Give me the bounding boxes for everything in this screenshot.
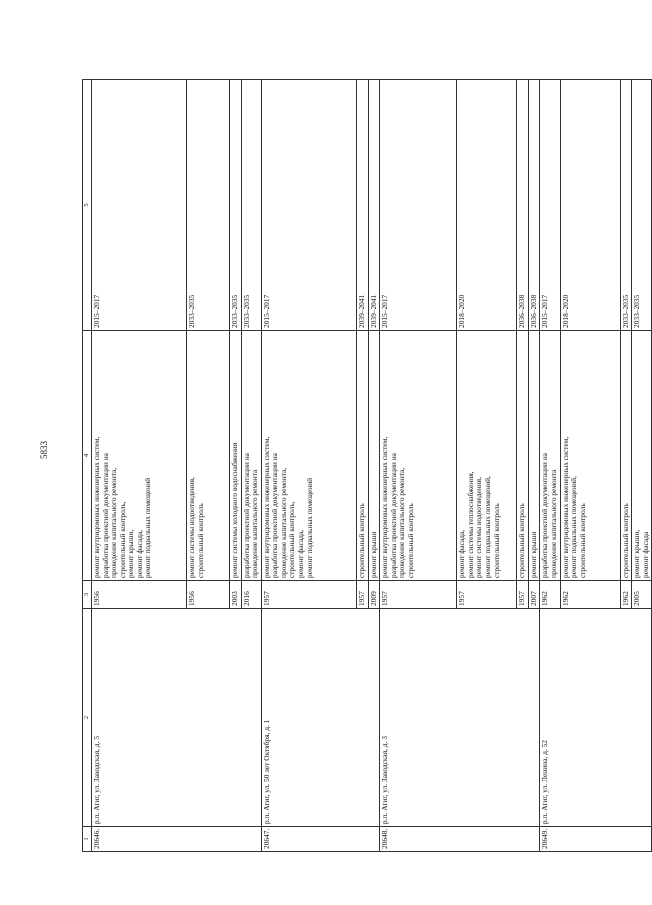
works-cell xyxy=(241,331,261,581)
rotated-page-content xyxy=(82,80,650,852)
record-number: 20646. xyxy=(92,827,262,852)
work-item: ремонт системы теплоснабжения, xyxy=(465,471,475,578)
record-number: 20649. xyxy=(540,827,652,852)
works-cell xyxy=(230,331,242,581)
work-item: ремонт подвальных помещений xyxy=(304,477,314,578)
period-cell: 2033–2035 xyxy=(187,80,230,331)
column-number: 1 xyxy=(83,827,92,852)
year-cell: 2007 xyxy=(528,581,540,609)
work-item: ремонт внутридомовых инженерных систем, xyxy=(560,436,570,578)
year-cell: 1957 xyxy=(261,581,356,609)
work-item: строительный контроль, xyxy=(117,501,127,578)
page-number: 5833 xyxy=(39,441,49,459)
works-cell xyxy=(632,331,652,581)
work-item: строительный контроль xyxy=(195,503,205,578)
record-number: 20647. xyxy=(261,827,380,852)
column-number: 4 xyxy=(83,331,92,581)
works-cell xyxy=(356,331,368,581)
work-item: ремонт внутридомовых инженерных систем, xyxy=(380,436,390,578)
work-item: ремонт крыши xyxy=(528,531,538,578)
work-item: разработка проектной документации на xyxy=(241,453,251,578)
column-number: 3 xyxy=(83,581,92,609)
column-number-row xyxy=(83,80,92,852)
work-item: ремонт внутридомовых инженерных систем, xyxy=(92,436,101,578)
works-cell xyxy=(368,331,380,581)
building-address: р.п. Атиг, ул. 50 лет Октября, д. 1 xyxy=(261,609,380,827)
work-item: ремонт системы водоотведения, xyxy=(474,477,484,578)
period-cell: 2033–2035 xyxy=(632,80,652,331)
period-cell: 2015–2017 xyxy=(92,80,187,331)
works-cell xyxy=(457,331,517,581)
year-cell: 1956 xyxy=(187,581,230,609)
building-address: р.п. Атиг, ул. Заводская, д. 3 xyxy=(380,609,540,827)
work-item: строительный контроль xyxy=(577,503,587,578)
period-cell: 2033–2035 xyxy=(230,80,242,331)
work-item: проведение капитального ремонта xyxy=(549,469,559,578)
column-number: 5 xyxy=(83,80,92,331)
table-row xyxy=(380,80,457,852)
work-item: проведение капитального ремонта, xyxy=(397,467,407,578)
period-cell: 2036–2038 xyxy=(517,80,529,331)
works-cell xyxy=(560,331,620,581)
table-row xyxy=(92,80,187,852)
building-address: р.п. Атиг, ул. Заводская, д. 5 xyxy=(92,609,262,827)
work-item: ремонт подвальных помещений, xyxy=(483,476,493,578)
work-item: ремонт фасада, xyxy=(296,530,306,578)
works-cell xyxy=(620,331,632,581)
works-cell xyxy=(261,331,356,581)
work-item: ремонт крыши, xyxy=(632,529,642,578)
work-item: проведение капитального ремонта xyxy=(250,469,260,578)
period-cell: 2033–2035 xyxy=(620,80,632,331)
period-cell: 2039–2041 xyxy=(368,80,380,331)
work-item: разработка проектной документации на xyxy=(100,453,110,578)
work-item: ремонт подвальных помещений xyxy=(143,477,153,578)
period-cell: 2015–2017 xyxy=(540,80,560,331)
work-item: ремонт внутридомовых инженерных систем, xyxy=(261,436,271,578)
work-item: ремонт фасада, xyxy=(134,530,144,578)
year-cell: 2009 xyxy=(368,581,380,609)
works-cell xyxy=(92,331,187,581)
year-cell: 1957 xyxy=(517,581,529,609)
work-item: строительный контроль xyxy=(491,503,501,578)
year-cell: 1957 xyxy=(380,581,457,609)
column-number: 2 xyxy=(83,609,92,827)
year-cell: 1957 xyxy=(457,581,517,609)
year-cell: 1962 xyxy=(540,581,560,609)
work-item: строительный контроль xyxy=(620,503,630,578)
record-number: 20648. xyxy=(380,827,540,852)
period-cell: 2015–2017 xyxy=(261,80,356,331)
year-cell: 2003 xyxy=(230,581,242,609)
year-cell: 1962 xyxy=(620,581,632,609)
table-body xyxy=(92,80,652,852)
work-item: ремонт системы холодного водоснабжения xyxy=(230,442,239,578)
works-cell xyxy=(540,331,560,581)
works-cell xyxy=(517,331,529,581)
work-item: разработка проектной документации на xyxy=(388,453,398,578)
work-item: разработка проектной документации на xyxy=(540,453,550,578)
work-item: разработка проектной документации на xyxy=(270,453,280,578)
works-cell xyxy=(528,331,540,581)
period-cell: 2015–2017 xyxy=(380,80,457,331)
year-cell: 1962 xyxy=(560,581,620,609)
capital-repair-table xyxy=(82,79,652,852)
work-item: проведение капитального ремонта, xyxy=(109,467,119,578)
work-item: ремонт крыши xyxy=(368,531,378,578)
work-item: ремонт крыши, xyxy=(126,529,136,578)
table-row xyxy=(540,80,560,852)
work-item: строительный контроль xyxy=(517,503,527,578)
period-cell: 2039–2041 xyxy=(356,80,368,331)
work-item: ремонт системы водоотведения, xyxy=(187,477,196,578)
year-cell: 2016 xyxy=(241,581,261,609)
work-item: строительный контроль, xyxy=(287,501,297,578)
year-cell: 1956 xyxy=(92,581,187,609)
period-cell: 2036–2038 xyxy=(528,80,540,331)
building-address: р.п. Атиг, ул. Ленина, д. 52 xyxy=(540,609,652,827)
year-cell: 1957 xyxy=(356,581,368,609)
work-item: ремонт фасада xyxy=(640,531,650,578)
work-item: проведение капитального ремонта, xyxy=(278,467,288,578)
work-item: ремонт подвальных помещений, xyxy=(569,476,579,578)
work-item: строительный контроль xyxy=(406,503,416,578)
period-cell: 2018–2020 xyxy=(560,80,620,331)
works-cell xyxy=(187,331,230,581)
year-cell: 2005 xyxy=(632,581,652,609)
work-item: ремонт фасада, xyxy=(457,530,467,578)
table-row xyxy=(261,80,356,852)
period-cell: 2033–2035 xyxy=(241,80,261,331)
period-cell: 2018–2020 xyxy=(457,80,517,331)
work-item: строительный контроль xyxy=(356,503,366,578)
works-cell xyxy=(380,331,457,581)
